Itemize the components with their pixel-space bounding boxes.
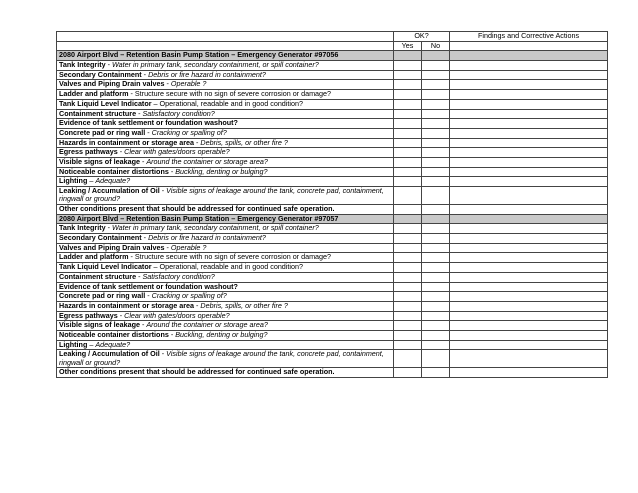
checklist-item xyxy=(57,70,394,80)
findings-input-cell[interactable] xyxy=(450,301,608,311)
item-label: Secondary Containment xyxy=(59,233,142,243)
findings-input-cell[interactable] xyxy=(450,177,608,187)
findings-input-cell[interactable] xyxy=(450,157,608,167)
yes-checkbox-cell[interactable] xyxy=(394,109,422,119)
item-label: Visible signs of leakage xyxy=(59,320,140,330)
item-detail: Operable ? xyxy=(170,79,207,89)
checklist-item xyxy=(57,311,394,321)
no-checkbox-cell[interactable] xyxy=(422,109,450,119)
yes-checkbox-cell[interactable] xyxy=(394,128,422,138)
item-separator: - xyxy=(194,138,201,147)
checklist-row xyxy=(57,70,608,80)
item-detail: Cracking or spalling of? xyxy=(151,291,227,301)
item-separator: - xyxy=(145,291,152,301)
checklist-item xyxy=(57,330,394,340)
item-separator: - xyxy=(168,330,176,339)
checklist-item xyxy=(57,321,394,331)
no-checkbox-cell[interactable] xyxy=(422,138,450,148)
item-detail: Satisfactory condition? xyxy=(142,109,215,118)
item-detail: Buckling, denting or bulging? xyxy=(175,330,268,339)
no-checkbox-cell[interactable] xyxy=(422,224,450,234)
checklist-item xyxy=(57,340,394,350)
yes-checkbox-cell[interactable] xyxy=(394,119,422,129)
yes-checkbox-cell[interactable] xyxy=(394,61,422,71)
item-separator: - xyxy=(168,167,176,176)
item-detail: Around the container or storage area? xyxy=(146,157,268,166)
checklist-row xyxy=(57,205,608,215)
item-detail: Around the container or storage area? xyxy=(146,320,268,330)
yes-checkbox-cell[interactable] xyxy=(394,138,422,148)
findings-header: Findings and Corrective Actions xyxy=(450,32,608,42)
findings-input-cell[interactable] xyxy=(450,330,608,340)
findings-input-cell[interactable] xyxy=(450,253,608,263)
checklist-row xyxy=(57,243,608,253)
item-detail: Adequate? xyxy=(95,340,131,349)
checklist-item xyxy=(57,292,394,302)
item-label: Hazards in containment or storage area xyxy=(59,301,195,310)
findings-input-cell[interactable] xyxy=(450,80,608,90)
findings-input-cell[interactable] xyxy=(450,138,608,148)
item-separator: - xyxy=(128,252,135,262)
checklist-item xyxy=(57,80,394,90)
section-yes-cell xyxy=(394,214,422,224)
item-detail: Debris, spills, or other fire ? xyxy=(200,138,288,147)
checklist-row xyxy=(57,311,608,321)
checklist-item xyxy=(57,368,394,378)
item-detail: Debris or fire hazard in containment? xyxy=(148,233,266,243)
item-separator: - xyxy=(136,109,143,118)
no-checkbox-cell[interactable] xyxy=(422,177,450,187)
findings-input-cell[interactable] xyxy=(450,119,608,129)
checklist-row xyxy=(57,90,608,100)
yes-checkbox-cell[interactable] xyxy=(394,282,422,292)
checklist-item xyxy=(57,148,394,158)
no-checkbox-cell[interactable] xyxy=(422,187,450,205)
checklist-row xyxy=(57,99,608,109)
checklist-row xyxy=(57,282,608,292)
item-separator: - xyxy=(136,272,143,281)
item-detail: Clear with gates/doors operable? xyxy=(124,311,230,320)
item-label: Hazards in containment or storage area xyxy=(59,138,195,147)
findings-input-cell[interactable] xyxy=(450,350,608,368)
yes-checkbox-cell[interactable] xyxy=(394,148,422,158)
item-detail: Visible signs of leakage around the tank, concrete pad, containment, ringwall or ground? xyxy=(59,349,384,367)
item-separator: – xyxy=(151,99,160,108)
findings-input-cell[interactable] xyxy=(450,340,608,350)
item-detail: Cracking or spalling of? xyxy=(151,128,227,137)
item-label: Leaking / Accumulation of Oil xyxy=(59,349,160,359)
yes-checkbox-cell[interactable] xyxy=(394,224,422,234)
findings-input-cell[interactable] xyxy=(450,368,608,378)
section-header-row xyxy=(57,51,608,61)
no-header: No xyxy=(422,41,450,51)
section-findings-cell xyxy=(450,214,608,224)
item-label: Leaking / Accumulation of Oil xyxy=(59,186,160,195)
no-checkbox-cell[interactable] xyxy=(422,148,450,158)
yes-checkbox-cell[interactable] xyxy=(394,368,422,378)
checklist-item xyxy=(57,90,394,100)
section-yes-cell xyxy=(394,51,422,61)
yes-header: Yes xyxy=(394,41,422,51)
checklist-row xyxy=(57,330,608,340)
checklist-row xyxy=(57,272,608,282)
item-label: Noticeable container distortions xyxy=(59,330,169,339)
findings-input-cell[interactable] xyxy=(450,128,608,138)
item-detail: Water in primary tank, secondary containment, or spill container? xyxy=(111,60,319,70)
item-separator: - xyxy=(105,223,112,233)
no-checkbox-cell[interactable] xyxy=(422,340,450,350)
yes-checkbox-cell[interactable] xyxy=(394,157,422,167)
item-detail: Operational, readable and in good condition? xyxy=(159,99,303,108)
yes-checkbox-cell[interactable] xyxy=(394,167,422,177)
item-separator: - xyxy=(164,79,171,89)
checklist-item xyxy=(57,224,394,234)
checklist-item xyxy=(57,234,394,244)
checklist-row xyxy=(57,350,608,368)
item-separator: - xyxy=(159,186,167,195)
checklist-item xyxy=(57,272,394,282)
checklist-row xyxy=(57,138,608,148)
item-separator: - xyxy=(139,320,147,330)
findings-input-cell[interactable] xyxy=(450,70,608,80)
item-detail: Water in primary tank, secondary containment, or spill container? xyxy=(111,223,319,233)
item-label: Lighting xyxy=(59,340,88,349)
section-title: 2080 Airport Blvd – Retention Basin Pump Station – Emergency Generator #97057 xyxy=(57,214,394,224)
yes-checkbox-cell[interactable] xyxy=(394,350,422,368)
item-separator: - xyxy=(105,60,112,70)
item-detail: Operable ? xyxy=(170,243,207,252)
yes-checkbox-cell[interactable] xyxy=(394,253,422,263)
findings-input-cell[interactable] xyxy=(450,292,608,302)
checklist-item xyxy=(57,177,394,187)
no-checkbox-cell[interactable] xyxy=(422,157,450,167)
item-label: Concrete pad or ring wall xyxy=(59,128,146,137)
item-separator: - xyxy=(128,89,135,99)
checklist-item xyxy=(57,263,394,273)
item-separator: – xyxy=(87,176,96,186)
item-separator: - xyxy=(164,243,171,252)
checklist-item xyxy=(57,167,394,177)
no-checkbox-cell[interactable] xyxy=(422,205,450,215)
findings-input-cell[interactable] xyxy=(450,272,608,282)
header-row-bottom xyxy=(57,41,608,51)
findings-input-cell[interactable] xyxy=(450,321,608,331)
item-separator: - xyxy=(159,349,167,359)
findings-input-cell[interactable] xyxy=(450,263,608,273)
checklist-row xyxy=(57,253,608,263)
yes-checkbox-cell[interactable] xyxy=(394,70,422,80)
yes-checkbox-cell[interactable] xyxy=(394,330,422,340)
yes-checkbox-cell[interactable] xyxy=(394,301,422,311)
item-label: Concrete pad or ring wall xyxy=(59,291,146,301)
item-label: Containment structure xyxy=(59,109,137,118)
item-separator: - xyxy=(117,311,125,320)
yes-checkbox-cell[interactable] xyxy=(394,243,422,253)
checklist-item xyxy=(57,99,394,109)
header-row-top xyxy=(57,32,608,42)
item-label: Tank Liquid Level Indicator xyxy=(59,99,152,108)
yes-checkbox-cell[interactable] xyxy=(394,321,422,331)
no-checkbox-cell[interactable] xyxy=(422,167,450,177)
findings-input-cell[interactable] xyxy=(450,90,608,100)
checklist-row xyxy=(57,321,608,331)
item-label: Evidence of tank settlement or foundation washout? xyxy=(59,118,238,128)
item-separator: – xyxy=(151,262,160,272)
no-checkbox-cell[interactable] xyxy=(422,263,450,273)
checklist-row xyxy=(57,340,608,350)
no-checkbox-cell[interactable] xyxy=(422,321,450,331)
item-label: Lighting xyxy=(59,176,88,186)
yes-checkbox-cell[interactable] xyxy=(394,99,422,109)
findings-input-cell[interactable] xyxy=(450,99,608,109)
checklist-row xyxy=(57,61,608,71)
item-label: Containment structure xyxy=(59,272,137,281)
item-separator: - xyxy=(141,70,149,79)
no-checkbox-cell[interactable] xyxy=(422,350,450,368)
item-detail: Debris, spills, or other fire ? xyxy=(200,301,288,310)
section-findings-cell xyxy=(450,51,608,61)
findings-input-cell[interactable] xyxy=(450,224,608,234)
checklist-row xyxy=(57,368,608,378)
item-detail: Operational, readable and in good condition? xyxy=(159,262,303,272)
checklist-item xyxy=(57,109,394,119)
no-checkbox-cell[interactable] xyxy=(422,368,450,378)
checklist-row xyxy=(57,292,608,302)
findings-input-cell[interactable] xyxy=(450,205,608,215)
checklist-table xyxy=(56,31,608,378)
findings-input-cell[interactable] xyxy=(450,311,608,321)
header-blank-cell xyxy=(57,32,394,42)
item-label: Tank Integrity xyxy=(59,60,106,70)
checklist-row xyxy=(57,157,608,167)
checklist-item xyxy=(57,205,394,215)
checklist-row xyxy=(57,177,608,187)
checklist-item xyxy=(57,301,394,311)
no-checkbox-cell[interactable] xyxy=(422,80,450,90)
checklist-item xyxy=(57,243,394,253)
checklist-row xyxy=(57,128,608,138)
checklist-row xyxy=(57,148,608,158)
yes-checkbox-cell[interactable] xyxy=(394,205,422,215)
item-label: Evidence of tank settlement or foundation washout? xyxy=(59,282,238,291)
item-label: Noticeable container distortions xyxy=(59,167,169,176)
no-checkbox-cell[interactable] xyxy=(422,70,450,80)
item-label: Valves and Piping Drain valves xyxy=(59,243,165,252)
checklist-row xyxy=(57,119,608,129)
item-detail: Structure secure with no sign of severe corrosion or damage? xyxy=(134,252,332,262)
yes-checkbox-cell[interactable] xyxy=(394,187,422,205)
inspection-checklist xyxy=(56,31,607,378)
checklist-item xyxy=(57,187,394,205)
checklist-row xyxy=(57,80,608,90)
header-blank-cell xyxy=(450,41,608,51)
no-checkbox-cell[interactable] xyxy=(422,61,450,71)
ok-header: OK? xyxy=(394,32,450,42)
checklist-row xyxy=(57,224,608,234)
findings-input-cell[interactable] xyxy=(450,61,608,71)
item-label: Tank Liquid Level Indicator xyxy=(59,262,152,272)
item-detail: Buckling, denting or bulging? xyxy=(175,167,268,176)
yes-checkbox-cell[interactable] xyxy=(394,272,422,282)
yes-checkbox-cell[interactable] xyxy=(394,340,422,350)
item-label: Other conditions present that should be addressed for continued safe operation. xyxy=(59,367,335,377)
section-no-cell xyxy=(422,51,450,61)
item-label: Secondary Containment xyxy=(59,70,142,79)
no-checkbox-cell[interactable] xyxy=(422,119,450,129)
no-checkbox-cell[interactable] xyxy=(422,301,450,311)
item-label: Ladder and platform xyxy=(59,89,129,99)
checklist-row xyxy=(57,109,608,119)
section-header-row xyxy=(57,214,608,224)
no-checkbox-cell[interactable] xyxy=(422,253,450,263)
item-label: Other conditions present that should be addressed for continued safe operation. xyxy=(59,204,335,213)
item-detail: Structure secure with no sign of severe corrosion or damage? xyxy=(134,89,332,99)
yes-checkbox-cell[interactable] xyxy=(394,177,422,187)
yes-checkbox-cell[interactable] xyxy=(394,292,422,302)
yes-checkbox-cell[interactable] xyxy=(394,263,422,273)
item-label: Ladder and platform xyxy=(59,252,129,262)
item-label: Egress pathways xyxy=(59,147,118,157)
findings-input-cell[interactable] xyxy=(450,167,608,177)
checklist-item xyxy=(57,157,394,167)
item-separator: - xyxy=(117,147,125,157)
no-checkbox-cell[interactable] xyxy=(422,282,450,292)
no-checkbox-cell[interactable] xyxy=(422,234,450,244)
checklist-item xyxy=(57,253,394,263)
findings-input-cell[interactable] xyxy=(450,148,608,158)
item-separator: - xyxy=(145,128,152,137)
no-checkbox-cell[interactable] xyxy=(422,243,450,253)
checklist-item xyxy=(57,61,394,71)
item-separator: - xyxy=(194,301,201,310)
no-checkbox-cell[interactable] xyxy=(422,292,450,302)
item-label: Egress pathways xyxy=(59,311,118,320)
checklist-item xyxy=(57,350,394,368)
item-separator: - xyxy=(139,157,147,166)
yes-checkbox-cell[interactable] xyxy=(394,311,422,321)
item-detail: Adequate? xyxy=(95,176,131,186)
findings-input-cell[interactable] xyxy=(450,282,608,292)
checklist-item xyxy=(57,138,394,148)
no-checkbox-cell[interactable] xyxy=(422,90,450,100)
findings-input-cell[interactable] xyxy=(450,243,608,253)
checklist-row xyxy=(57,234,608,244)
item-label: Visible signs of leakage xyxy=(59,157,140,166)
checklist-row xyxy=(57,167,608,177)
no-checkbox-cell[interactable] xyxy=(422,99,450,109)
item-label: Valves and Piping Drain valves xyxy=(59,79,165,89)
item-detail: Debris or fire hazard in containment? xyxy=(148,70,266,79)
no-checkbox-cell[interactable] xyxy=(422,272,450,282)
header-blank-cell xyxy=(57,41,394,51)
checklist-item xyxy=(57,119,394,129)
no-checkbox-cell[interactable] xyxy=(422,330,450,340)
item-separator: – xyxy=(87,340,96,349)
section-no-cell xyxy=(422,214,450,224)
no-checkbox-cell[interactable] xyxy=(422,128,450,138)
checklist-item xyxy=(57,128,394,138)
findings-input-cell[interactable] xyxy=(450,109,608,119)
yes-checkbox-cell[interactable] xyxy=(394,234,422,244)
findings-input-cell[interactable] xyxy=(450,187,608,205)
item-label: Tank Integrity xyxy=(59,223,106,233)
item-separator: - xyxy=(141,233,149,243)
findings-input-cell[interactable] xyxy=(450,234,608,244)
item-detail: Clear with gates/doors operable? xyxy=(124,147,230,157)
yes-checkbox-cell[interactable] xyxy=(394,80,422,90)
checklist-item xyxy=(57,282,394,292)
checklist-row xyxy=(57,301,608,311)
checklist-body xyxy=(57,32,608,378)
section-title: 2080 Airport Blvd – Retention Basin Pump Station – Emergency Generator #97056 xyxy=(57,51,394,61)
no-checkbox-cell[interactable] xyxy=(422,311,450,321)
checklist-row xyxy=(57,187,608,205)
item-detail: Satisfactory condition? xyxy=(142,272,215,281)
yes-checkbox-cell[interactable] xyxy=(394,90,422,100)
item-detail: Visible signs of leakage around the tank, concrete pad, containment, ringwall or ground? xyxy=(59,186,384,204)
checklist-row xyxy=(57,263,608,273)
